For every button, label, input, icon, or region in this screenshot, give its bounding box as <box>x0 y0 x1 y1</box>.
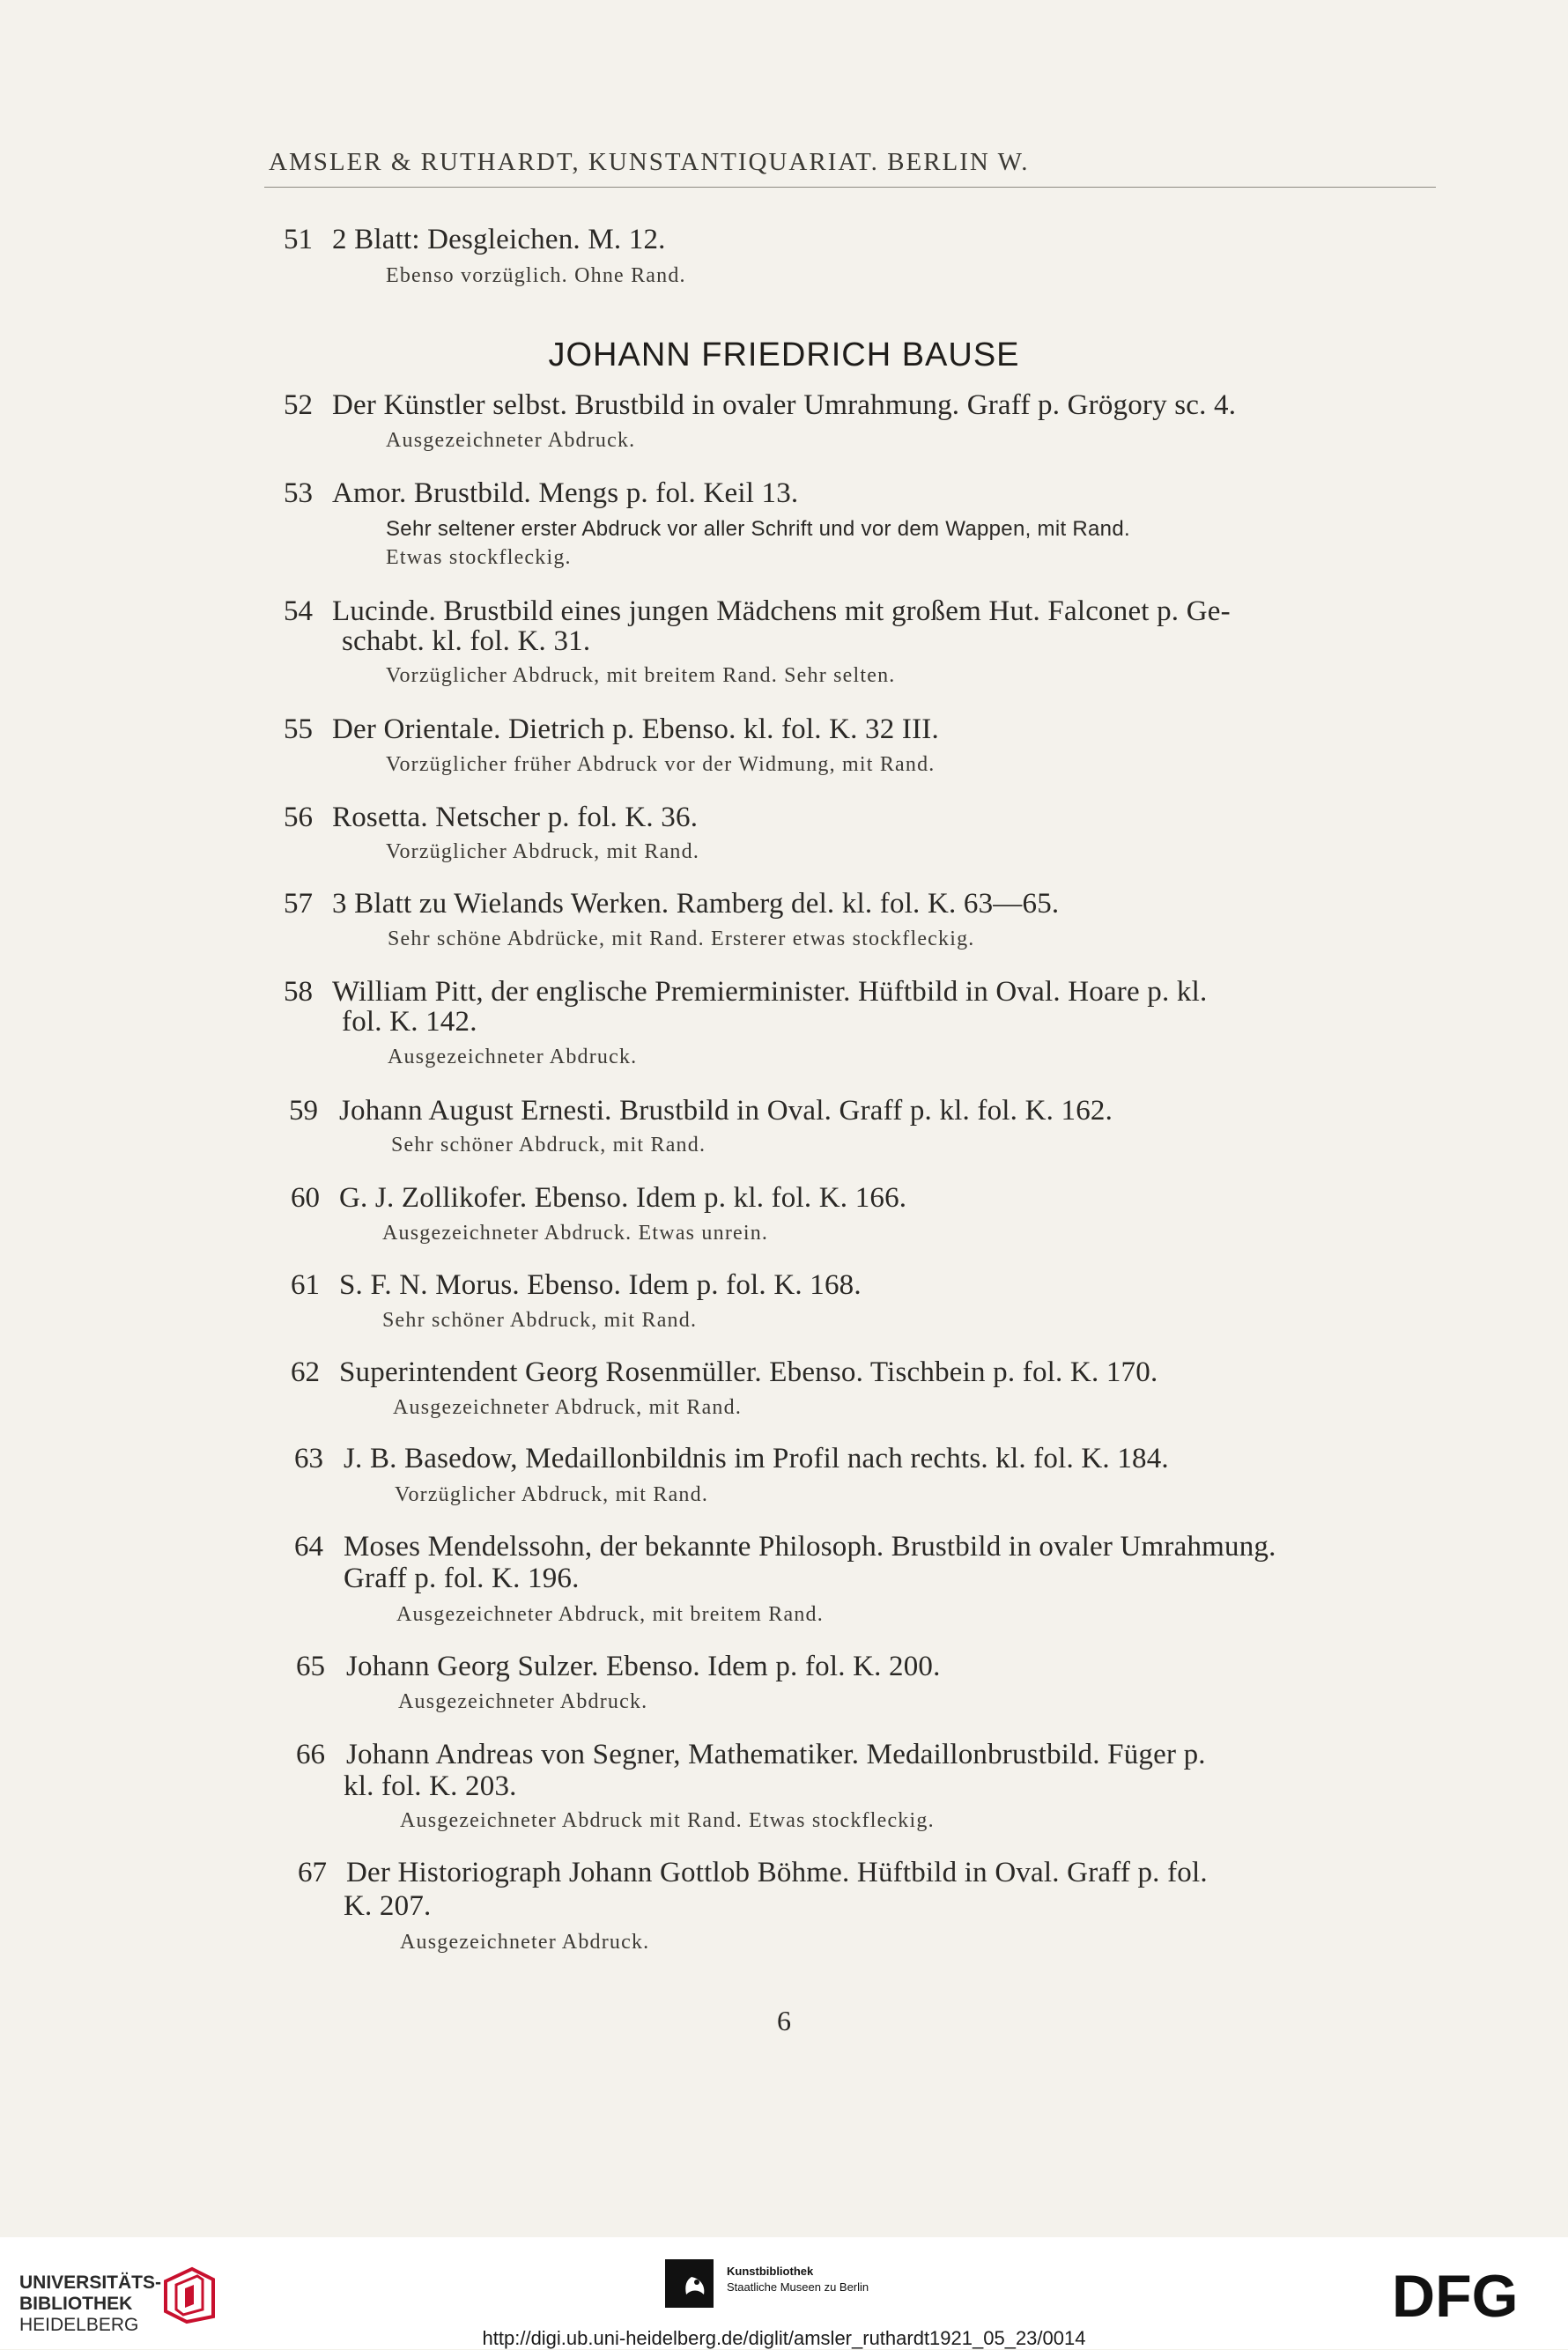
entry-text: schabt. kl. fol. K. 31. <box>342 625 591 657</box>
entry-text: Moses Mendelssohn, der bekannte Philosoph. Brustbild in ovaler Umrahmung. <box>344 1531 1276 1563</box>
entry-text: Der Künstler selbst. Brustbild in ovaler Umrahmung. Graff p. Grögory sc. 4. <box>332 389 1237 421</box>
kunstbibliothek-subtitle: Staatliche Museen zu Berlin <box>727 2280 869 2294</box>
entry-number: 67 <box>298 1857 327 1888</box>
entry-note: Ausgezeichneter Abdruck. <box>388 1046 638 1068</box>
entry-number: 61 <box>291 1269 320 1301</box>
entry-note: Vorzüglicher Abdruck, mit Rand. <box>386 840 700 863</box>
entry-text: Rosetta. Netscher p. fol. K. 36. <box>332 802 699 833</box>
kunstbibliothek-label <box>727 2264 869 2295</box>
page-number: 6 <box>777 2005 791 2036</box>
entry-number: 54 <box>284 595 313 627</box>
entry-note: Sehr schöner Abdruck, mit Rand. <box>382 1309 698 1332</box>
entry-number: 58 <box>284 976 313 1008</box>
entry-note: Ausgezeichneter Abdruck mit Rand. Etwas stockfleckig. <box>400 1809 935 1832</box>
entry-text: Amor. Brustbild. Mengs p. fol. Keil 13. <box>332 477 799 509</box>
university-line-1: UNIVERSITÄTS- <box>19 2272 162 2293</box>
kunstbibliothek-logo-icon <box>665 2259 714 2308</box>
entry-text: Superintendent Georg Rosenmüller. Ebenso. Tischbein p. fol. K. 170. <box>339 1356 1158 1388</box>
header-rule <box>264 187 1436 188</box>
university-logo-icon <box>159 2264 220 2325</box>
entry-text: Johann Andreas von Segner, Mathematiker. Medaillonbrustbild. Füger p. <box>346 1739 1206 1770</box>
entry-number: 63 <box>294 1443 323 1474</box>
entry-text: fol. K. 142. <box>342 1006 477 1038</box>
entry-note: Sehr schöne Abdrücke, mit Rand. Ersterer etwas stockfleckig. <box>388 927 975 950</box>
entry-note: Ebenso vorzüglich. Ohne Rand. <box>386 264 686 287</box>
entry-note: Ausgezeichneter Abdruck. <box>398 1690 648 1713</box>
entry-number: 64 <box>294 1531 323 1563</box>
entry-text: kl. fol. K. 203. <box>344 1770 517 1802</box>
entry-note: Ausgezeichneter Abdruck. <box>400 1931 650 1954</box>
entry-number: 57 <box>284 888 313 920</box>
entry-text: S. F. N. Morus. Ebenso. Idem p. fol. K. 168. <box>339 1269 862 1301</box>
entry-note-emphasis: Sehr seltener erster Abdruck vor aller Schrift und vor dem Wappen, mit Rand. <box>386 517 1130 541</box>
entry-number: 56 <box>284 802 313 833</box>
entry-text: William Pitt, der englische Premierminister. Hüftbild in Oval. Hoare p. kl. <box>332 976 1208 1008</box>
entry-number: 51 <box>284 224 313 255</box>
entry-note: Vorzüglicher Abdruck, mit breitem Rand. Sehr selten. <box>386 664 896 687</box>
entry-text: Graff p. fol. K. 196. <box>344 1563 580 1594</box>
entry-number: 66 <box>296 1739 325 1770</box>
source-url-link[interactable]: http://digi.ub.uni-heidelberg.de/diglit/amsler_ruthardt1921_05_23/0014 <box>482 2327 1086 2349</box>
entry-text: 2 Blatt: Desgleichen. M. 12. <box>332 224 666 255</box>
entry-text: G. J. Zollikofer. Ebenso. Idem p. kl. fol. K. 166. <box>339 1182 907 1214</box>
dfg-logo-icon <box>1392 2264 1546 2325</box>
entry-text: K. 207. <box>344 1890 432 1922</box>
entry-note: Vorzüglicher früher Abdruck vor der Widmung, mit Rand. <box>386 753 936 776</box>
entry-text: J. B. Basedow, Medaillonbildnis im Profil nach rechts. kl. fol. K. 184. <box>344 1443 1169 1474</box>
entry-number: 53 <box>284 477 313 509</box>
entry-text: Der Historiograph Johann Gottlob Böhme. Hüftbild in Oval. Graff p. fol. <box>346 1857 1208 1888</box>
kunstbibliothek-name: Kunstbibliothek <box>727 2265 814 2278</box>
entry-text: Johann Georg Sulzer. Ebenso. Idem p. fol. K. 200. <box>346 1651 941 1682</box>
dfg-logo-text: DFG <box>1392 2264 1519 2325</box>
entry-note: Ausgezeichneter Abdruck. <box>386 429 636 452</box>
entry-number: 59 <box>289 1095 318 1127</box>
entry-text: Lucinde. Brustbild eines jungen Mädchens mit großem Hut. Falconet p. Ge- <box>332 595 1231 627</box>
entry-number: 65 <box>296 1651 325 1682</box>
entry-number: 62 <box>291 1356 320 1388</box>
university-line-2: BIBLIOTHEK <box>19 2294 133 2314</box>
entry-note <box>386 517 1130 542</box>
entry-note: Ausgezeichneter Abdruck. Etwas unrein. <box>382 1222 769 1245</box>
entry-note: Sehr schöner Abdruck, mit Rand. <box>391 1134 706 1157</box>
entry-number: 60 <box>291 1182 320 1214</box>
section-title: JOHANN FRIEDRICH BAUSE <box>548 336 1020 373</box>
entry-text: Johann August Ernesti. Brustbild in Oval. Graff p. kl. fol. K. 162. <box>339 1095 1113 1127</box>
entry-number: 52 <box>284 389 313 421</box>
entry-note: Etwas stockfleckig. <box>386 546 572 569</box>
entry-note: Ausgezeichneter Abdruck, mit breitem Rand. <box>396 1603 824 1626</box>
running-head: AMSLER & RUTHARDT, KUNSTANTIQUARIAT. BERLIN W. <box>269 148 1030 176</box>
entry-number: 55 <box>284 713 313 745</box>
entry-note: Vorzüglicher Abdruck, mit Rand. <box>395 1483 709 1506</box>
university-line-3: HEIDELBERG <box>19 2315 139 2335</box>
entry-text: 3 Blatt zu Wielands Werken. Ramberg del. kl. fol. K. 63—65. <box>332 888 1060 920</box>
entry-note: Ausgezeichneter Abdruck, mit Rand. <box>393 1396 743 1419</box>
entry-text: Der Orientale. Dietrich p. Ebenso. kl. fol. K. 32 III. <box>332 713 939 745</box>
